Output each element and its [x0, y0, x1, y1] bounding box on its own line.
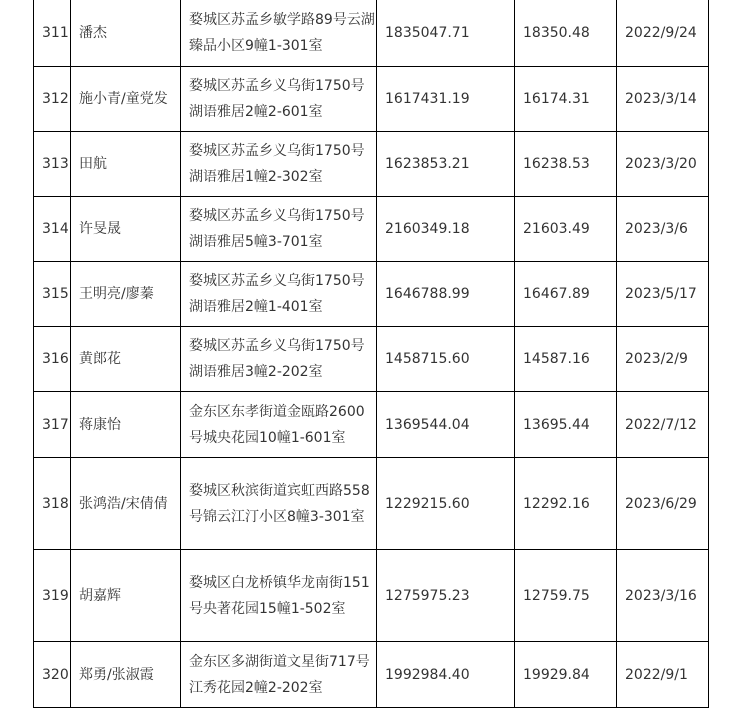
cell-price: 1458715.60	[377, 327, 515, 392]
cell-name: 潘杰	[71, 0, 181, 67]
table-row	[34, 67, 709, 132]
cell-deposit: 21603.49	[515, 197, 617, 262]
table-row	[34, 642, 709, 708]
records-table-body	[34, 0, 709, 708]
cell-deposit: 19929.84	[515, 642, 617, 708]
cell-no: 312	[34, 67, 71, 132]
cell-no: 317	[34, 392, 71, 458]
cell-date: 2023/3/14	[617, 67, 709, 132]
cell-price: 1646788.99	[377, 262, 515, 327]
cell-deposit: 16238.53	[515, 132, 617, 197]
cell-date: 2023/5/17	[617, 262, 709, 327]
cell-address: 金东区东孝街道金瓯路2600号城央花园10幢1-601室	[181, 392, 377, 458]
cell-no: 318	[34, 458, 71, 550]
cell-date: 2023/3/20	[617, 132, 709, 197]
cell-name: 黄郎花	[71, 327, 181, 392]
cell-name: 郑勇/张淑霞	[71, 642, 181, 708]
cell-no: 316	[34, 327, 71, 392]
cell-address: 婺城区白龙桥镇华龙南街151号央著花园15幢1-502室	[181, 550, 377, 642]
cell-deposit: 13695.44	[515, 392, 617, 458]
cell-deposit: 14587.16	[515, 327, 617, 392]
cell-no: 313	[34, 132, 71, 197]
cell-name: 张鸿浩/宋倩倩	[71, 458, 181, 550]
cell-date: 2022/9/24	[617, 0, 709, 67]
cell-no: 319	[34, 550, 71, 642]
cell-price: 1623853.21	[377, 132, 515, 197]
cell-date: 2023/2/9	[617, 327, 709, 392]
table-row	[34, 197, 709, 262]
cell-address: 婺城区苏孟乡义乌街1750号湖语雅居1幢2-302室	[181, 132, 377, 197]
cell-price: 2160349.18	[377, 197, 515, 262]
cell-no: 311	[34, 0, 71, 67]
table-row	[34, 0, 709, 67]
cell-price: 1275975.23	[377, 550, 515, 642]
cell-no: 320	[34, 642, 71, 708]
cell-price: 1992984.40	[377, 642, 515, 708]
cell-name: 施小青/童党发	[71, 67, 181, 132]
cell-no: 314	[34, 197, 71, 262]
cell-price: 1617431.19	[377, 67, 515, 132]
cell-address: 婺城区苏孟乡敏学路89号云湖臻品小区9幢1-301室	[181, 0, 377, 67]
cell-no: 315	[34, 262, 71, 327]
records-table	[33, 0, 709, 708]
table-row	[34, 458, 709, 550]
cell-date: 2023/3/6	[617, 197, 709, 262]
cell-name: 田航	[71, 132, 181, 197]
cell-price: 1369544.04	[377, 392, 515, 458]
cell-price: 1835047.71	[377, 0, 515, 67]
cell-price: 1229215.60	[377, 458, 515, 550]
table-row	[34, 132, 709, 197]
cell-address: 婺城区苏孟乡义乌街1750号湖语雅居2幢2-601室	[181, 67, 377, 132]
cell-name: 蒋康怡	[71, 392, 181, 458]
table-row	[34, 262, 709, 327]
cell-name: 王明亮/廖蓁	[71, 262, 181, 327]
cell-date: 2022/7/12	[617, 392, 709, 458]
cell-date: 2023/6/29	[617, 458, 709, 550]
cell-address: 婺城区苏孟乡义乌街1750号湖语雅居3幢2-202室	[181, 327, 377, 392]
cell-deposit: 16467.89	[515, 262, 617, 327]
cell-address: 婺城区秋滨街道宾虹西路558号锦云江汀小区8幢3-301室	[181, 458, 377, 550]
cell-address: 婺城区苏孟乡义乌街1750号湖语雅居5幢3-701室	[181, 197, 377, 262]
cell-deposit: 12759.75	[515, 550, 617, 642]
cell-deposit: 12292.16	[515, 458, 617, 550]
cell-date: 2022/9/1	[617, 642, 709, 708]
cell-deposit: 18350.48	[515, 0, 617, 67]
cell-name: 许旻晟	[71, 197, 181, 262]
cell-address: 婺城区苏孟乡义乌街1750号湖语雅居2幢1-401室	[181, 262, 377, 327]
cell-address: 金东区多湖街道文星街717号江秀花园2幢2-202室	[181, 642, 377, 708]
table-row	[34, 392, 709, 458]
cell-date: 2023/3/16	[617, 550, 709, 642]
cell-name: 胡嘉辉	[71, 550, 181, 642]
table-row	[34, 550, 709, 642]
table-row	[34, 327, 709, 392]
cell-deposit: 16174.31	[515, 67, 617, 132]
